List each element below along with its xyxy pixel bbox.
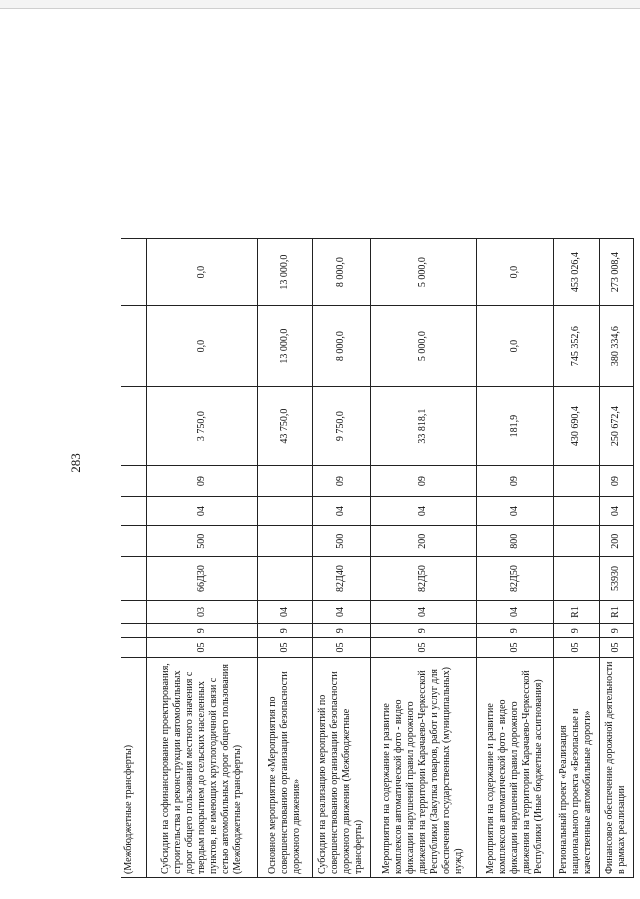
sum-year-1 — [121, 387, 146, 466]
page-number: 283 — [68, 453, 83, 473]
sum-year-3: 453 026,4 — [553, 239, 599, 306]
code-expense-type — [257, 526, 312, 557]
table-row — [553, 239, 599, 878]
code-subsection — [121, 466, 146, 497]
code-event: R1 — [599, 600, 633, 624]
code-event: 04 — [257, 600, 312, 624]
code-section: 04 — [599, 497, 633, 526]
row-name: Мероприятия на содержание и развитие комплексов автоматической фото - видео фиксации нарушений правил дорожного движения на территории Карачаево-Черкесской Республики (Закупка товаров, работ и услуг для обеспечения государственных (муниципальных) нужд) — [370, 657, 476, 877]
code-section: 04 — [146, 497, 257, 526]
code-ministry: 05 — [146, 638, 257, 658]
sum-year-2: 745 352,6 — [553, 306, 599, 387]
sum-year-2 — [121, 306, 146, 387]
code-event: R1 — [553, 600, 599, 624]
table-row — [146, 239, 257, 878]
code-program — [121, 624, 146, 638]
code-program: 9 — [553, 624, 599, 638]
sum-year-1: 43 750,0 — [257, 387, 312, 466]
row-name: Основное мероприятие «Мероприятия по совершенствованию организации безопасности дорожного движения» — [257, 657, 312, 877]
row-name: Финансовое обеспечение дорожной деятельности в рамках реализации — [599, 657, 633, 877]
code-event — [121, 600, 146, 624]
code-program: 9 — [257, 624, 312, 638]
code-direction — [257, 557, 312, 600]
code-expense-type: 200 — [370, 526, 476, 557]
sum-year-3: 273 008,4 — [599, 239, 633, 306]
table-row — [121, 239, 146, 878]
row-name: Региональный проект «Реализация национального проекта «Безопасные и качественные автомобильные дороги» — [553, 657, 599, 877]
sum-year-3 — [121, 239, 146, 306]
code-subsection: 09 — [146, 466, 257, 497]
table-row — [257, 239, 312, 878]
code-ministry: 05 — [599, 638, 633, 658]
rotated-budget-table — [121, 238, 634, 878]
sum-year-1: 3 750,0 — [146, 387, 257, 466]
code-expense-type: 500 — [312, 526, 370, 557]
code-subsection: 09 — [370, 466, 476, 497]
code-ministry: 05 — [257, 638, 312, 658]
page-top-edge — [0, 0, 640, 9]
code-expense-type: 200 — [599, 526, 633, 557]
table-row — [476, 239, 553, 878]
code-subsection: 09 — [312, 466, 370, 497]
row-name: (Межбюджетные трансферты) — [121, 657, 146, 877]
code-section: 04 — [476, 497, 553, 526]
code-section — [257, 497, 312, 526]
code-program: 9 — [146, 624, 257, 638]
sum-year-1: 33 818,1 — [370, 387, 476, 466]
sum-year-3: 8 000,0 — [312, 239, 370, 306]
code-section — [553, 497, 599, 526]
sum-year-2: 0,0 — [476, 306, 553, 387]
sum-year-1: 181,9 — [476, 387, 553, 466]
code-direction — [121, 557, 146, 600]
budget-table — [121, 238, 634, 878]
code-event: 04 — [476, 600, 553, 624]
code-direction: 82Д40 — [312, 557, 370, 600]
code-ministry — [121, 638, 146, 658]
sum-year-3: 5 000,0 — [370, 239, 476, 306]
code-event: 04 — [370, 600, 476, 624]
code-section: 04 — [312, 497, 370, 526]
code-section — [121, 497, 146, 526]
code-expense-type: 500 — [146, 526, 257, 557]
row-name: Субсидии на реализацию мероприятий по совершенствованию организации безопасности дорожного движения (Межбюджетные трансферты) — [312, 657, 370, 877]
sum-year-3: 0,0 — [476, 239, 553, 306]
code-subsection — [257, 466, 312, 497]
code-direction — [553, 557, 599, 600]
code-section: 04 — [370, 497, 476, 526]
code-expense-type — [121, 526, 146, 557]
code-subsection — [553, 466, 599, 497]
code-ministry: 05 — [370, 638, 476, 658]
sum-year-2: 5 000,0 — [370, 306, 476, 387]
code-ministry: 05 — [312, 638, 370, 658]
code-subsection: 09 — [476, 466, 553, 497]
code-event: 04 — [312, 600, 370, 624]
sum-year-1: 430 690,4 — [553, 387, 599, 466]
code-expense-type: 800 — [476, 526, 553, 557]
code-program: 9 — [370, 624, 476, 638]
row-name: Субсидии на софинансирование проектирования, строительства и реконструкции автомобильных дорог общего пользования местного значения с твердым покрытием до сельских населенных пунктов, не имеющих круглогодичной связи с сетью автомобильных дорог общего пользования (Межбюджетные трансферты) — [146, 657, 257, 877]
code-direction: 66Д30 — [146, 557, 257, 600]
table-row — [370, 239, 476, 878]
code-event: 03 — [146, 600, 257, 624]
code-ministry: 05 — [476, 638, 553, 658]
code-program: 9 — [476, 624, 553, 638]
code-program: 9 — [599, 624, 633, 638]
sum-year-1: 9 750,0 — [312, 387, 370, 466]
code-ministry: 05 — [553, 638, 599, 658]
table-row — [599, 239, 633, 878]
sum-year-2: 13 000,0 — [257, 306, 312, 387]
sum-year-2: 8 000,0 — [312, 306, 370, 387]
row-name: Мероприятия на содержание и развитие комплексов автоматической фото - видео фиксации нарушений правил дорожного движения на территории Карачаево-Черкесской Республики (Иные бюджетные ассигнования) — [476, 657, 553, 877]
sum-year-3: 0,0 — [146, 239, 257, 306]
sum-year-2: 380 334,6 — [599, 306, 633, 387]
code-direction: 82Д50 — [370, 557, 476, 600]
code-program: 9 — [312, 624, 370, 638]
code-subsection: 09 — [599, 466, 633, 497]
code-direction: 82Д50 — [476, 557, 553, 600]
sum-year-2: 0,0 — [146, 306, 257, 387]
sum-year-1: 250 672,4 — [599, 387, 633, 466]
table-row — [312, 239, 370, 878]
code-expense-type — [553, 526, 599, 557]
sum-year-3: 13 000,0 — [257, 239, 312, 306]
code-direction: 53930 — [599, 557, 633, 600]
